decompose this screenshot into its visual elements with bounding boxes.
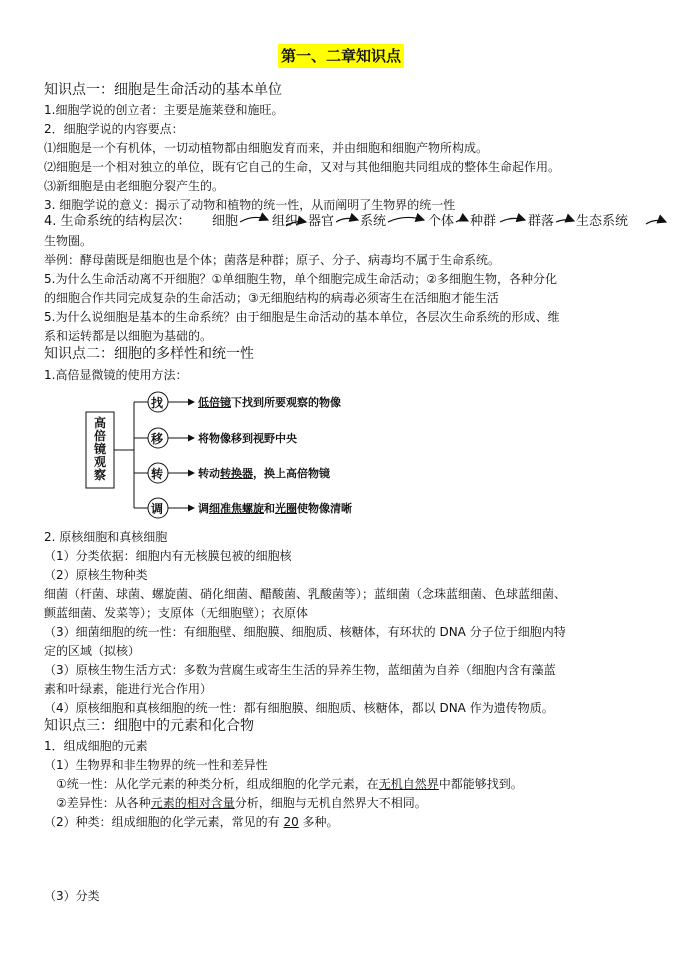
text-line: （3）细菌细胞的统一性：有细胞壁、细胞膜、细胞质、核糖体，有环状的 DNA 分子位于细胞内特 [44, 625, 566, 639]
text-line: （2）原核生物种类 [44, 568, 148, 582]
text-line: 颤蓝细菌、发菜等）；支原体（无细胞壁）；衣原体 [44, 606, 309, 620]
arrow-icon [456, 220, 468, 222]
text-line: （3）原核生物生活方式：多数为营腐生或寄生生活的异养生物，蓝细菌为自养（细胞内含有藻蓝 [44, 663, 556, 677]
text-line: 5.为什么说细胞是基本的生命系统？由于细胞是生命活动的基本单位，各层次生命系统的形成、维 [44, 310, 560, 324]
text-line: 1.高倍显微镜的使用方法： [44, 368, 188, 382]
text-line: ⑴细胞是一个有机体，一切动植物都由细胞发育而来，并由细胞和细胞产物所构成。 [44, 141, 489, 155]
arrow-icon [388, 217, 424, 222]
text-line: 生物圈。 [44, 234, 93, 248]
text-line: 1．组成细胞的元素 [44, 739, 148, 753]
text-line: 5.为什么生命活动离不开细胞？①单细胞生物，单个细胞完成生命活动；②多细胞生物，各种分化 [44, 272, 557, 286]
text-line: （2）种类：组成细胞的化学元素，常见的有 20 多种。 [44, 815, 339, 829]
text-line: ①统一性：从化学元素的种类分析，组成细胞的化学元素，在无机自然界中都能够找到。 [56, 777, 523, 791]
section-heading-1: 知识点一：细胞是生命活动的基本单位 [44, 82, 282, 98]
text-line: 细菌（杆菌、球菌、螺旋菌、硝化细菌、醋酸菌、乳酸菌等）；蓝细菌（念珠蓝细菌、色球蓝细菌、 [44, 587, 567, 601]
text-line: 素和叶绿素，能进行光合作用） [44, 682, 213, 696]
arrow-icon [336, 218, 358, 222]
hierarchy-prefix: 4. 生命系统的结构层次： [44, 214, 191, 229]
level-cell: 细胞 [212, 214, 239, 229]
arrow-icon [240, 217, 268, 222]
text-line: 3. 细胞学说的意义：揭示了动物和植物的统一性，从而阐明了生物界的统一性 [44, 198, 456, 212]
step-key: 转 [151, 467, 164, 481]
arrow-icon [500, 218, 525, 222]
section-heading-2: 知识点二：细胞的多样性和统一性 [44, 346, 254, 362]
text-line: 2．细胞学说的内容要点： [44, 122, 184, 136]
level-organ: 器官 [308, 214, 335, 229]
step-key: 调 [151, 502, 164, 516]
level-individual: 个体 [428, 214, 455, 229]
page-title: 第一、二章知识点 [278, 44, 404, 68]
level-system: 系统 [360, 214, 387, 229]
step-key: 移 [151, 432, 164, 446]
step-text-turn: 转动转换器，换上高倍物镜 [198, 467, 330, 480]
step-text-find: 低倍镜下找到所要观察的物像 [198, 396, 341, 409]
text-line: 举例：酵母菌既是细胞也是个体；菌落是种群；原子、分子、病毒均不属于生命系统。 [44, 253, 501, 267]
microscope-diagram [80, 384, 400, 520]
text-line: 2. 原核细胞和真核细胞 [44, 530, 168, 544]
text-line: ②差异性：从各种元素的相对含量分析，细胞与无机自然界大不相同。 [56, 796, 427, 810]
step-text-move: 将物像移到视野中央 [198, 432, 297, 445]
level-population: 种群 [470, 214, 497, 229]
step-text-adjust: 调细准焦螺旋和光圈使物像清晰 [198, 502, 352, 515]
level-ecosystem: 生态系统 [576, 214, 629, 229]
text-line: （1）生物界和非生物界的统一性和差异性 [44, 758, 268, 772]
arrow-icon [646, 220, 666, 224]
step-key: 找 [151, 396, 164, 410]
level-tissue: 组织 [272, 214, 299, 229]
text-line: （3）分类 [44, 889, 100, 903]
text-line: （4）原核细胞和真核细胞的统一性：都有细胞膜、细胞质、核糖体，都以 DNA 作为遗传物质。 [44, 701, 554, 715]
arrow-icon [556, 220, 574, 222]
hierarchy-arrows [0, 0, 688, 240]
text-line: 系和运转都是以细胞为基础的。 [44, 329, 213, 343]
level-community: 群落 [528, 214, 555, 229]
text-line: ⑶新细胞是由老细胞分裂产生的。 [44, 179, 225, 193]
text-line: 1.细胞学说的创立者：主要是施莱登和施旺。 [44, 103, 284, 117]
section-heading-3: 知识点三：细胞中的元素和化合物 [44, 718, 254, 734]
root-label: 高倍镜观察 [93, 416, 106, 482]
text-line: 的细胞合作共同完成复杂的生命活动；③无细胞结构的病毒必须寄生在活细胞才能生活 [44, 291, 499, 305]
text-line: 定的区域（拟核） [44, 644, 141, 658]
text-line: （1）分类依据：细胞内有无核膜包被的细胞核 [44, 549, 292, 563]
arrow-icon [286, 222, 306, 227]
text-line: ⑵细胞是一个相对独立的单位，既有它自己的生命，又对与其他细胞共同组成的整体生命起作用。 [44, 160, 561, 174]
